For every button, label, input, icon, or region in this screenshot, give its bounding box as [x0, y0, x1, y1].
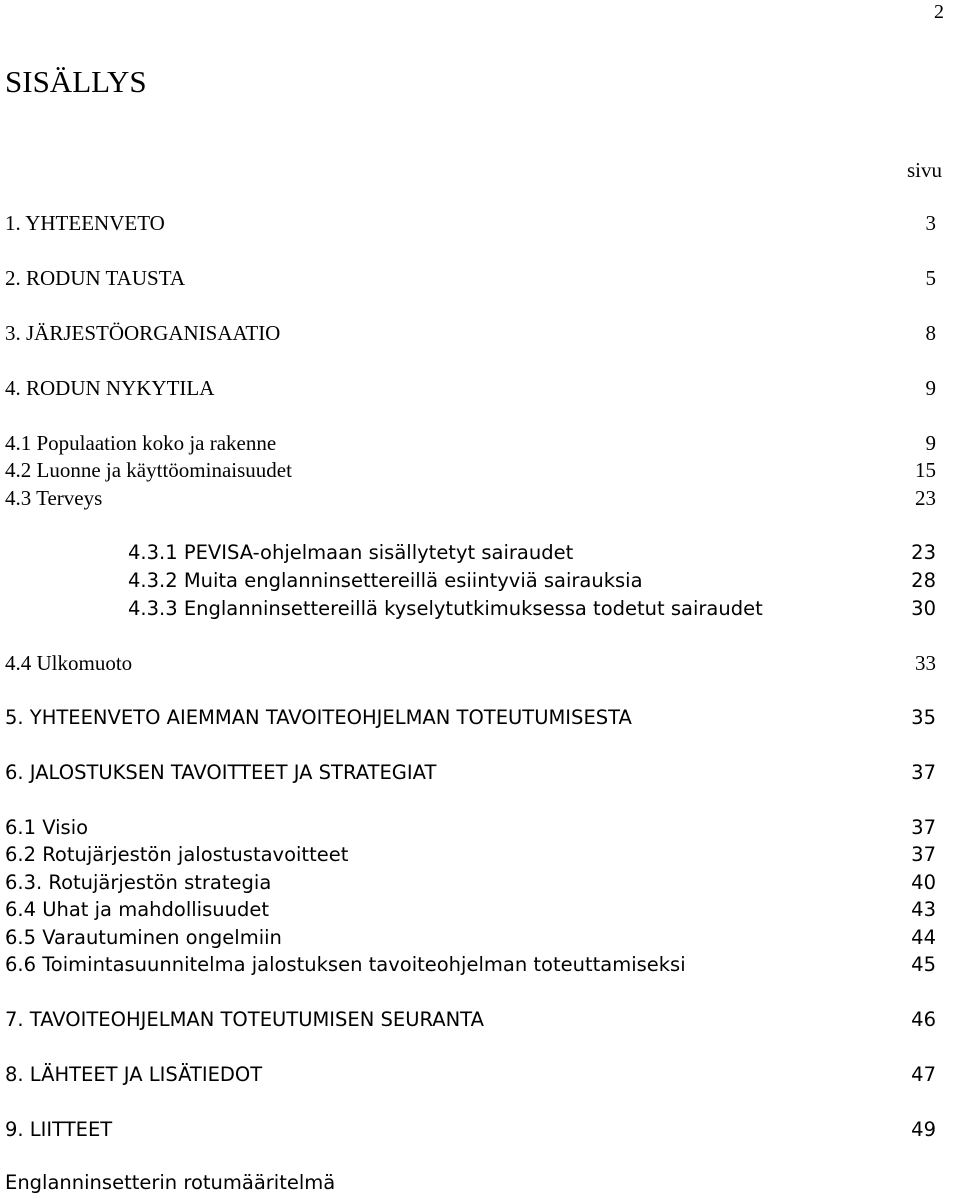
toc-entry-page: 5	[925, 266, 936, 290]
toc-entry-label: 4.4 Ulkomuoto	[5, 651, 133, 675]
toc-entry-label: 6.6 Toimintasuunnitelma jalostuksen tavoiteohjelman toteuttamiseksi	[5, 953, 686, 976]
toc-entry-label: Englanninsetterin rotumääritelmä	[5, 1171, 336, 1194]
toc-entry-label: 8. LÄHTEET JA LISÄTIEDOT	[5, 1063, 263, 1086]
toc-entry-label: 4.1 Populaation koko ja rakenne	[5, 431, 277, 455]
toc-entry[interactable]	[0, 543, 960, 569]
toc-entry-label: 4.3.2 Muita englanninsettereillä esiintyviä sairauksia	[128, 569, 643, 592]
toc-entry-page: 23	[911, 541, 936, 564]
toc-entry-label: 3. JÄRJESTÖORGANISAATIO	[5, 321, 281, 345]
toc-entry-page: 49	[911, 1118, 936, 1141]
toc-entry[interactable]	[0, 488, 960, 514]
toc-entry-page: 46	[911, 1008, 936, 1031]
toc-entry[interactable]	[0, 708, 960, 734]
toc-entry-page: 35	[911, 706, 936, 729]
toc-entry[interactable]	[0, 900, 960, 926]
toc-entry[interactable]	[0, 873, 960, 899]
toc-entry-label: 6.4 Uhat ja mahdollisuudet	[5, 898, 269, 921]
toc-entry-label: 6.3. Rotujärjestön strategia	[5, 871, 272, 894]
toc-entry-label: 4.3 Terveys	[5, 486, 103, 510]
toc-entry-page: 9	[925, 376, 936, 400]
toc-entry[interactable]	[0, 1065, 960, 1091]
toc-entry-page: 15	[915, 458, 936, 482]
toc-entry-label: 6.5 Varautuminen ongelmiin	[5, 926, 282, 949]
toc-entry-page: 28	[911, 569, 936, 592]
toc-entry-page: 45	[911, 953, 936, 976]
toc-entry[interactable]	[0, 268, 960, 294]
toc-entry-page: 37	[911, 816, 936, 839]
toc-entry-page: 37	[911, 843, 936, 866]
toc-entry[interactable]	[0, 378, 960, 404]
toc-entry[interactable]	[0, 599, 960, 625]
toc-entry-label: 7. TAVOITEOHJELMAN TOTEUTUMISEN SEURANTA	[5, 1008, 484, 1031]
toc-entry-label: 5. YHTEENVETO AIEMMAN TAVOITEOHJELMAN TOTEUTUMISESTA	[5, 706, 632, 729]
toc-entry[interactable]	[0, 1173, 960, 1199]
toc-entry[interactable]	[0, 213, 960, 239]
toc-entry[interactable]	[0, 818, 960, 844]
toc-entry-label: 4.3.3 Englanninsettereillä kyselytutkimuksessa todetut sairaudet	[128, 597, 763, 620]
toc-entry[interactable]	[0, 433, 960, 459]
toc-entry-page: 23	[915, 486, 936, 510]
toc-entry[interactable]	[0, 571, 960, 597]
toc-entry-label: 6.2 Rotujärjestön jalostustavoitteet	[5, 843, 349, 866]
toc-entry[interactable]	[0, 460, 960, 486]
toc-entry-page: 43	[911, 898, 936, 921]
toc-entry-page: 47	[911, 1063, 936, 1086]
toc-entry-label: 6. JALOSTUKSEN TAVOITTEET JA STRATEGIAT	[5, 761, 437, 784]
toc-entry-label: 6.1 Visio	[5, 816, 89, 839]
toc-entry-label: 4.2 Luonne ja käyttöominaisuudet	[5, 458, 292, 482]
toc-entry[interactable]	[0, 763, 960, 789]
toc-entry-page: 44	[911, 926, 936, 949]
toc-entry-page: 9	[925, 431, 936, 455]
toc-entry-page: 3	[925, 211, 936, 235]
toc-entry-page: 33	[915, 651, 936, 675]
toc-entry-page: 40	[911, 871, 936, 894]
toc-entry-label: 9. LIITTEET	[5, 1118, 113, 1141]
toc-entry-label: 4. RODUN NYKYTILA	[5, 376, 215, 400]
page-title: SISÄLLYS	[5, 64, 147, 99]
toc-entry[interactable]	[0, 955, 960, 981]
page-number: 2	[934, 1, 944, 23]
page-column-header: sivu	[907, 158, 943, 182]
toc-entry[interactable]	[0, 928, 960, 954]
toc-entry-page: 30	[911, 597, 936, 620]
toc-entry[interactable]	[0, 653, 960, 679]
toc-entry[interactable]	[0, 323, 960, 349]
toc-entry-label: 2. RODUN TAUSTA	[5, 266, 186, 290]
toc-entry[interactable]	[0, 845, 960, 871]
toc-entry[interactable]	[0, 1120, 960, 1146]
toc-entry-label: 1. YHTEENVETO	[5, 211, 165, 235]
toc-entry-page: 8	[925, 321, 936, 345]
toc-entry-page: 37	[911, 761, 936, 784]
toc-entry-label: 4.3.1 PEVISA-ohjelmaan sisällytetyt sairaudet	[128, 541, 574, 564]
toc-entry[interactable]	[0, 1010, 960, 1036]
